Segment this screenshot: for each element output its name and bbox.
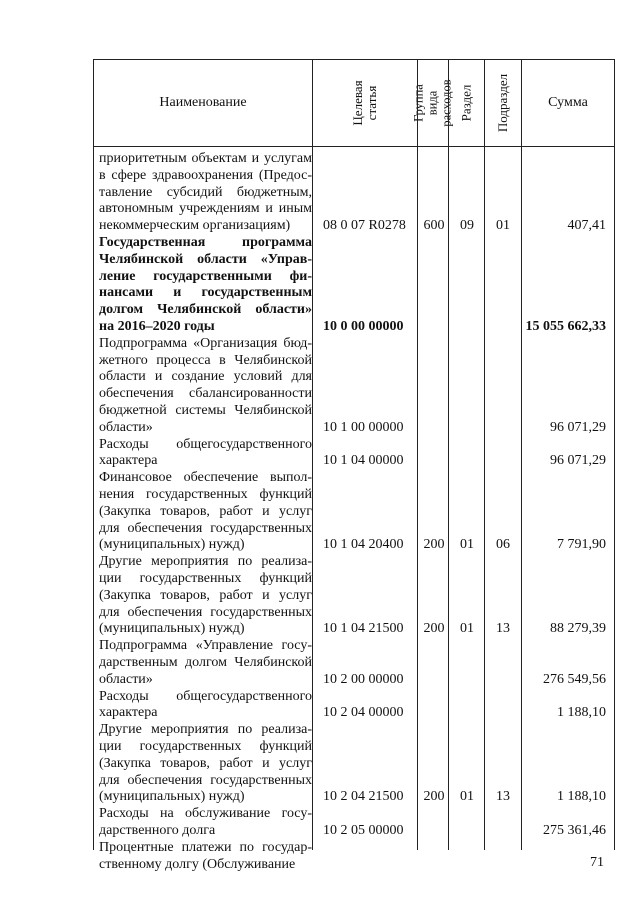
header-sum — [522, 60, 614, 146]
row-name — [99, 336, 312, 437]
row-name-line: Другие мероприятия по реализа- — [99, 554, 312, 570]
row-name — [99, 470, 312, 554]
row-expense-group: 200 — [423, 789, 445, 805]
header-target-text: Целевая статья — [350, 80, 379, 126]
row-expense-group: 200 — [423, 621, 445, 637]
row-name-line: Государственная программа — [99, 235, 312, 250]
row-name-line: Расходы на обслуживание госу- — [99, 806, 312, 822]
row-target-code: 10 2 04 00000 — [323, 705, 404, 721]
header-subsection — [485, 60, 521, 146]
row-sum: 1 188,10 — [557, 789, 606, 805]
row-target-code: 10 1 04 00000 — [323, 453, 404, 469]
header-section-text: Раздел — [458, 84, 474, 122]
header-name — [94, 60, 312, 146]
row-name — [99, 437, 312, 471]
table-row — [94, 437, 614, 471]
table-row — [94, 470, 614, 554]
row-name-line: бюджетной системы Челябинской — [99, 402, 312, 418]
row-sum: 407,41 — [567, 218, 606, 234]
row-target-code: 10 1 00 00000 — [323, 419, 404, 435]
row-target-code: 10 0 00 00000 — [323, 319, 404, 334]
row-name-line: Другие мероприятия по реализа- — [99, 722, 312, 738]
row-subsection: 13 — [496, 789, 510, 805]
row-name-line: (Закупка товаров, работ и услуг — [99, 755, 312, 771]
row-name-line: Челябинской области «Управ- — [99, 251, 312, 267]
row-name-line: (муниципальных) нужд) — [99, 789, 245, 805]
row-sum: 275 361,46 — [543, 822, 606, 838]
table-row — [94, 840, 614, 874]
table-row — [94, 554, 614, 638]
row-name-line: Финансовое обеспечение выпол- — [99, 470, 312, 486]
row-name-line: ление государственными фи- — [99, 268, 312, 284]
row-target-code: 08 0 07 R0278 — [323, 218, 406, 234]
row-name-line: в сфере здравоохранения (Предос- — [99, 167, 312, 183]
row-sum: 96 071,29 — [550, 453, 606, 469]
row-name-line: дарственным долгом Челябинской — [99, 654, 312, 670]
row-name-line: Подпрограмма «Организация бюд- — [99, 335, 312, 351]
row-name — [99, 235, 312, 336]
header-sum-text: Сумма — [548, 95, 588, 110]
table-row — [94, 722, 614, 806]
header-divider — [94, 146, 614, 147]
row-sum: 96 071,29 — [550, 419, 606, 435]
header-section — [449, 60, 484, 146]
row-target-code: 10 2 00 00000 — [323, 671, 404, 687]
table-row — [94, 151, 614, 235]
row-name-line: для обеспечения государственных — [99, 772, 312, 788]
row-expense-group: 200 — [423, 537, 445, 553]
row-name-line: жетного процесса в Челябинской — [99, 352, 312, 368]
row-name-line: долгом Челябинской области» — [99, 302, 312, 318]
row-name — [99, 806, 312, 840]
row-name-line: нансами и государственным — [99, 285, 312, 301]
table-row — [94, 638, 614, 688]
row-name — [99, 151, 312, 235]
row-name-line: нения государственных функций — [99, 486, 312, 502]
row-sum: 88 279,39 — [550, 621, 606, 637]
header-name-text: Наименование — [159, 95, 247, 110]
row-sum: 1 188,10 — [557, 705, 606, 721]
row-section: 01 — [460, 621, 474, 637]
row-name — [99, 722, 312, 806]
row-target-code: 10 1 04 20400 — [323, 537, 404, 553]
row-subsection: 13 — [496, 621, 510, 637]
row-expense-group: 600 — [423, 218, 445, 234]
row-name-line: для обеспечения государственных — [99, 604, 312, 620]
table-row — [94, 689, 614, 723]
budget-table — [93, 59, 615, 872]
row-name — [99, 638, 312, 688]
row-name-line: (Закупка товаров, работ и услуг — [99, 503, 312, 519]
row-name-line: приоритетным объектам и услугам — [99, 151, 312, 166]
row-section: 01 — [460, 537, 474, 553]
row-subsection: 01 — [496, 218, 510, 234]
row-target-code: 10 2 05 00000 — [323, 822, 404, 838]
row-name-line: ции государственных функций — [99, 570, 312, 586]
row-name-line: ции государственных функций — [99, 738, 312, 754]
row-name-line: Процентные платежи по государ- — [99, 839, 312, 855]
row-subsection: 06 — [496, 537, 510, 553]
row-name-line: ственному долгу (Обслуживание — [99, 856, 296, 872]
row-name-line: некоммерческим организациям) — [99, 218, 291, 234]
row-name-line: на 2016–2020 годы — [99, 318, 215, 334]
header-target — [313, 60, 417, 146]
row-name-line: автономным учреждениям и иным — [99, 201, 312, 217]
row-name-line: области» — [99, 671, 153, 687]
header-subsection-text: Подраздел — [495, 73, 511, 133]
row-name — [99, 840, 312, 874]
row-target-code: 10 1 04 21500 — [323, 621, 404, 637]
row-section: 09 — [460, 218, 474, 234]
header-group — [412, 60, 455, 146]
header-group-text: Группа вида расходов — [412, 79, 455, 127]
table-row — [94, 806, 614, 840]
page-number: 71 — [590, 855, 604, 870]
row-name-line: (муниципальных) нужд) — [99, 621, 245, 637]
row-target-code: 10 2 04 21500 — [323, 789, 404, 805]
row-name-line: дарственного долга — [99, 822, 216, 838]
row-name-line: области и создание условий для — [99, 369, 312, 385]
row-name-line: Подпрограмма «Управление госу- — [99, 638, 312, 654]
row-name-line: (муниципальных) нужд) — [99, 537, 245, 553]
row-sum: 276 549,56 — [543, 671, 606, 687]
row-name-line: характера — [99, 705, 158, 721]
row-name-line: Расходы общегосударственного — [99, 436, 312, 452]
row-name-line: Расходы общегосударственного — [99, 688, 312, 704]
row-name-line: обеспечения сбалансированности — [99, 386, 312, 402]
row-name-line: области» — [99, 419, 153, 435]
row-sum: 15 055 662,33 — [525, 319, 606, 334]
row-name-line: для обеспечения государственных — [99, 520, 312, 536]
row-sum: 7 791,90 — [557, 537, 606, 553]
row-name — [99, 554, 312, 638]
row-name — [99, 689, 312, 723]
row-name-line: (Закупка товаров, работ и услуг — [99, 587, 312, 603]
table-row — [94, 235, 614, 336]
table-row — [94, 336, 614, 437]
row-section: 01 — [460, 789, 474, 805]
row-name-line: характера — [99, 453, 158, 469]
row-name-line: тавление субсидий бюджетным, — [99, 184, 312, 200]
